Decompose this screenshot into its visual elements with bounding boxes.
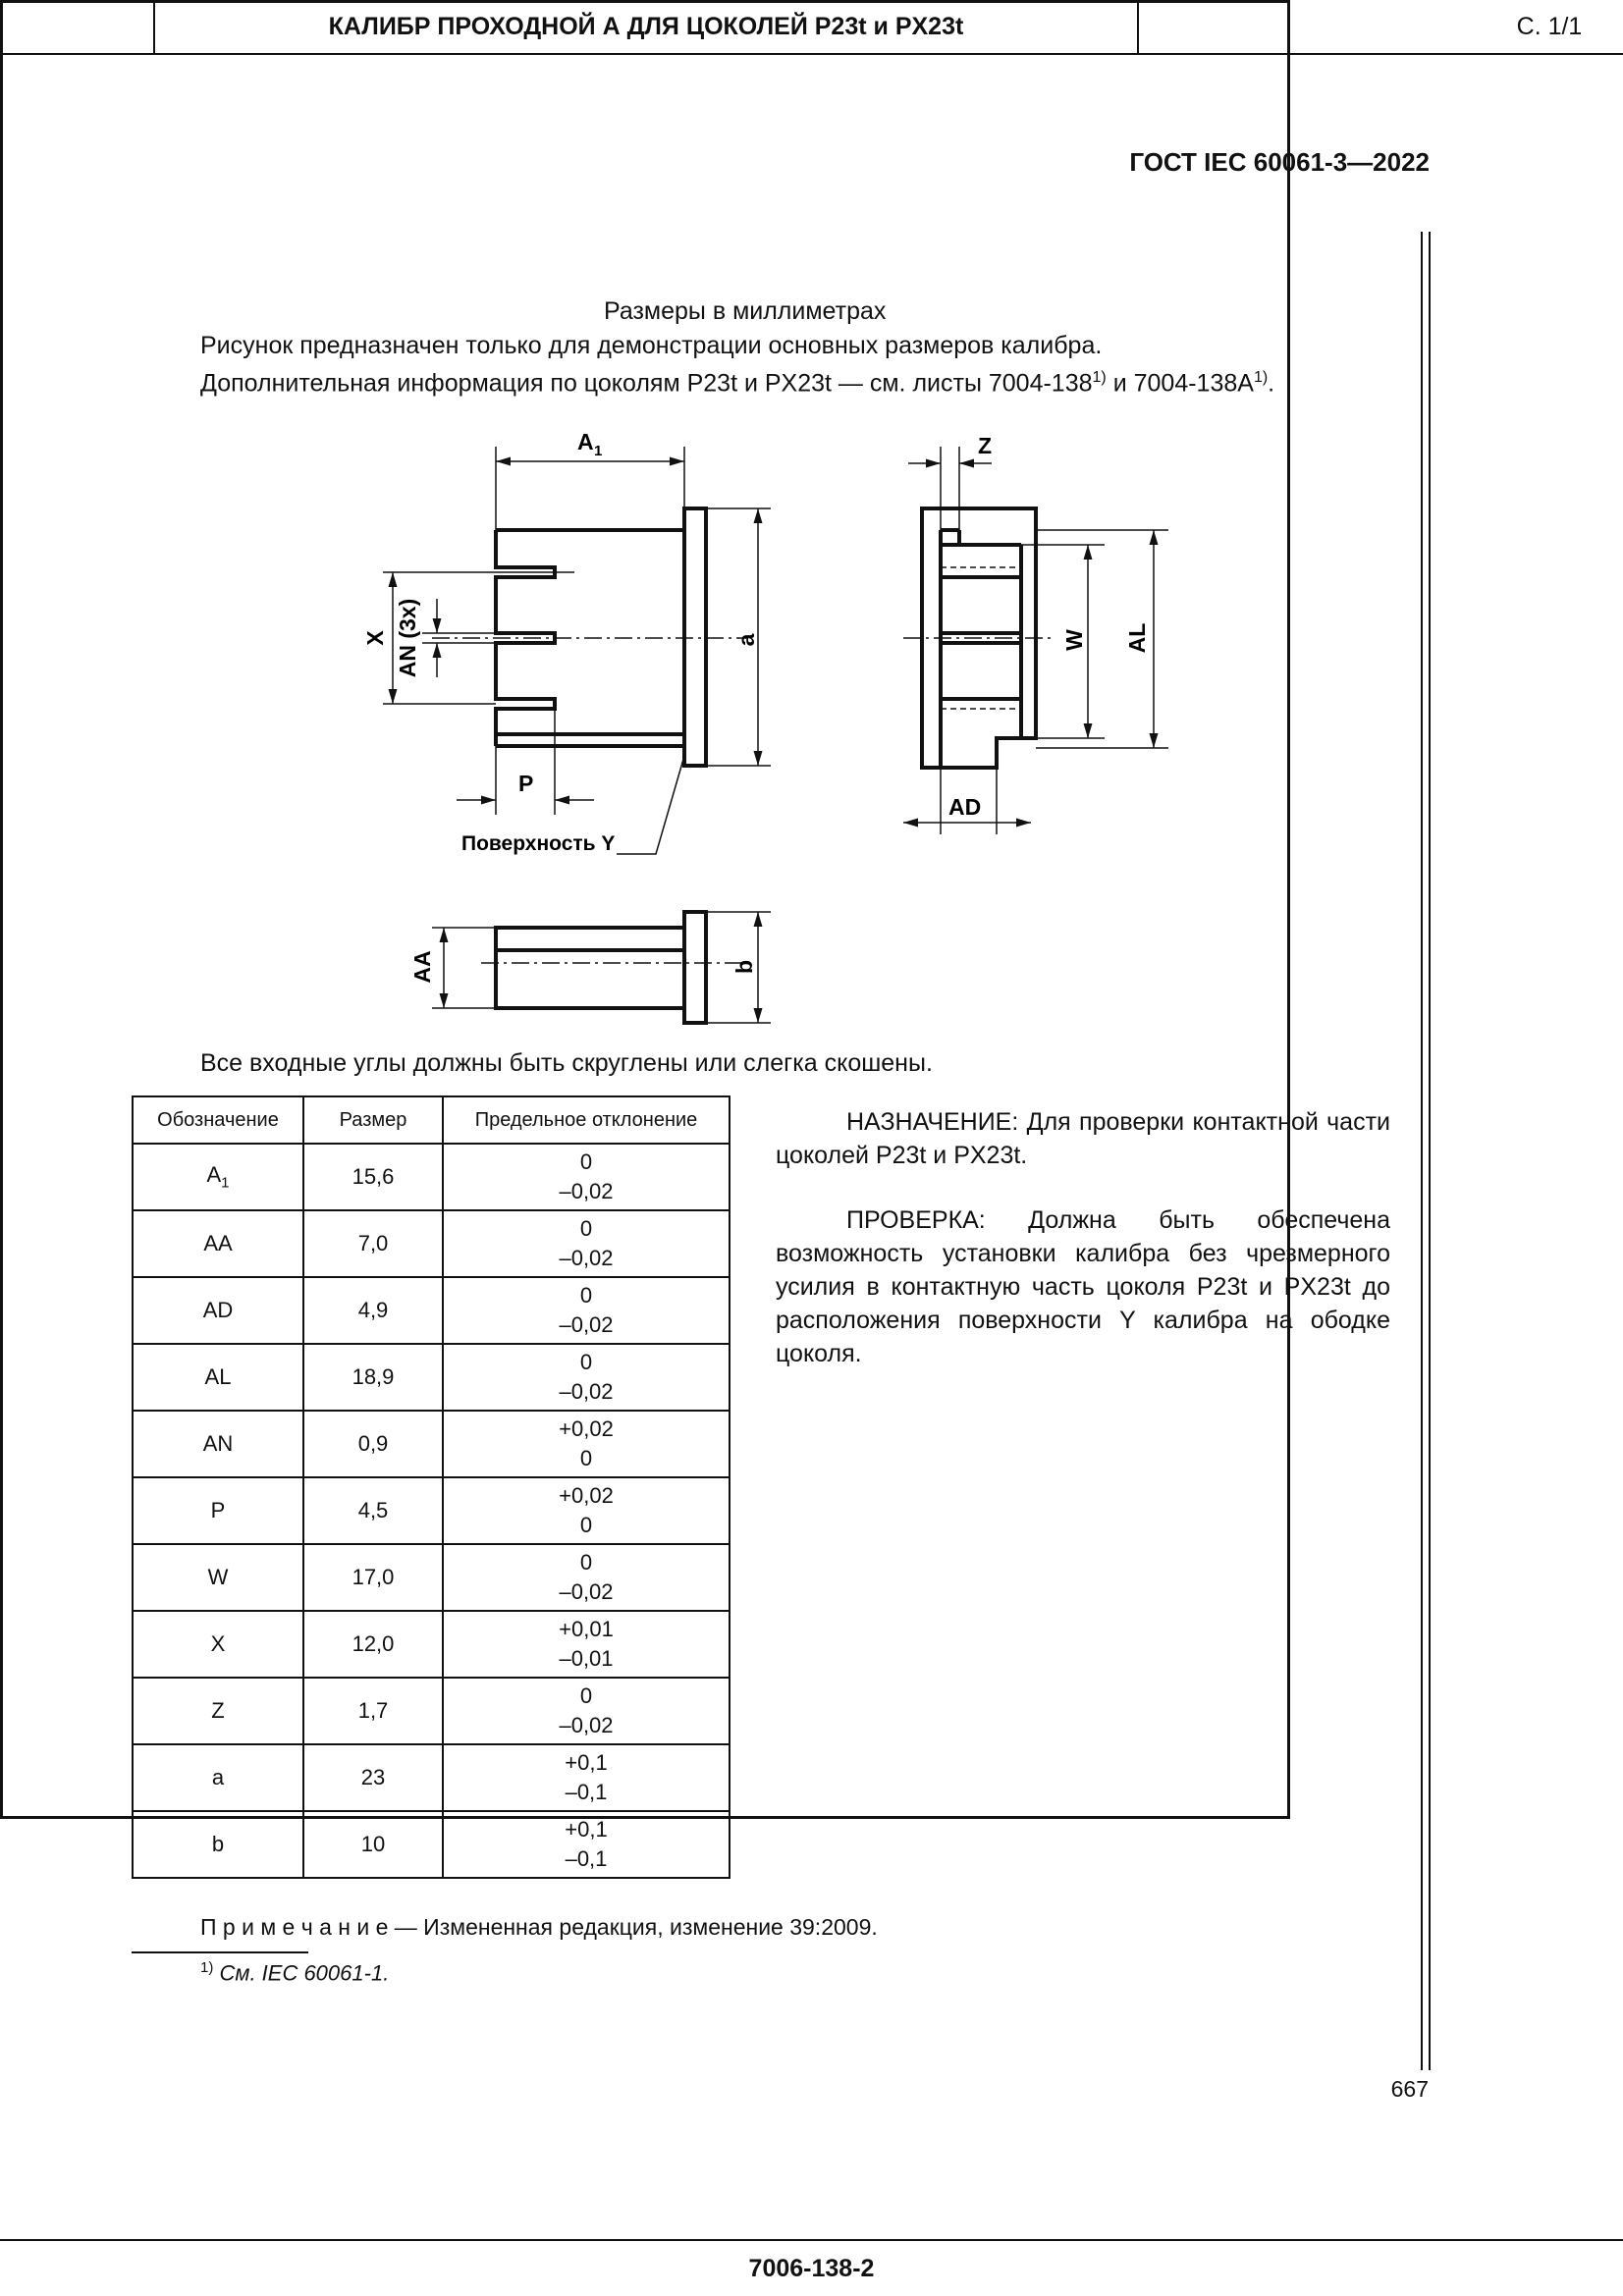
footnote-rule <box>132 1951 308 1953</box>
label-a: a <box>733 633 759 647</box>
cell-tolerance <box>443 1210 730 1277</box>
gauge-drawing <box>0 0 1623 1060</box>
cell-tolerance <box>443 1744 730 1811</box>
tolerance-lower: –0,02 <box>559 1246 614 1270</box>
note-text: — Измененная редакция, изменение 39:2009. <box>388 1914 878 1940</box>
tolerance-upper: +0,1 <box>565 1750 608 1775</box>
cell-size: 18,9 <box>303 1344 443 1411</box>
cell-size: 7,0 <box>303 1210 443 1277</box>
tolerance-lower: 0 <box>579 1513 593 1537</box>
cell-tolerance <box>443 1678 730 1744</box>
cell-designation <box>133 1144 303 1210</box>
footnote-ref-2: 1) <box>1253 369 1269 386</box>
tolerance-lower: 0 <box>579 1446 593 1470</box>
footnote <box>200 1959 389 1986</box>
label-a1-sub: 1 <box>594 443 603 459</box>
label-w: W <box>1061 629 1087 651</box>
cell-designation: W <box>133 1544 303 1611</box>
tolerance-upper: 0 <box>579 1683 593 1708</box>
header-designation: Обозначение <box>133 1096 303 1144</box>
table-row <box>133 1611 730 1678</box>
sheet-title: КАЛИБР ПРОХОДНОЙ А ДЛЯ ЦОКОЛЕЙ P23t и PX23t <box>155 0 1139 53</box>
tolerance-lower: –0,02 <box>559 1713 614 1737</box>
cell-designation: AN <box>133 1411 303 1477</box>
designation-text: A <box>206 1162 222 1188</box>
footnote-ref-1: 1) <box>1092 369 1107 386</box>
cell-size: 4,5 <box>303 1477 443 1544</box>
label-ad: AD <box>948 794 982 820</box>
label-al: AL <box>1124 622 1150 654</box>
corner-note: Все входные углы должны быть скруглены или слегка скошены. <box>200 1049 933 1077</box>
intro-line-2-mid: и 7004-138A <box>1106 369 1254 398</box>
table-row <box>133 1210 730 1277</box>
cell-size: 15,6 <box>303 1144 443 1210</box>
cell-size: 0,9 <box>303 1411 443 1477</box>
sheet-page-ref: С. 1/1 <box>1516 13 1583 40</box>
cell-tolerance <box>443 1811 730 1878</box>
cell-tolerance <box>443 1144 730 1210</box>
cell-size: 4,9 <box>303 1277 443 1344</box>
note-label: П р и м е ч а н и е <box>200 1914 389 1940</box>
side-view-labels <box>948 433 1150 820</box>
label-b: b <box>731 959 757 975</box>
cell-size: 17,0 <box>303 1544 443 1611</box>
table-row <box>133 1678 730 1744</box>
tolerance-lower: –0,1 <box>565 1780 608 1804</box>
header-tolerance: Предельное отклонение <box>443 1096 730 1144</box>
cell-designation: X <box>133 1611 303 1678</box>
label-x: X <box>362 630 388 646</box>
tolerance-upper: +0,02 <box>559 1416 614 1441</box>
tolerance-lower: –0,02 <box>559 1312 614 1337</box>
table-row <box>133 1477 730 1544</box>
dimensions-table <box>132 1095 730 1879</box>
check-paragraph: ПРОВЕРКА: Должна быть обеспечена возможность установки калибра без чрезмерного усилия в контактную часть цоколя P23t и PX23t до расположения поверхности Y калибра на ободке цоколя. <box>776 1206 1390 1367</box>
table-row <box>133 1411 730 1477</box>
standard-designation: ГОСТ IEC 60061-3—2022 <box>1129 147 1430 177</box>
label-p: P <box>518 771 534 796</box>
intro-line-2-end: . <box>1268 369 1275 398</box>
cell-size: 12,0 <box>303 1611 443 1678</box>
label-aa: AA <box>409 950 435 984</box>
tolerance-lower: –0,02 <box>559 1179 614 1203</box>
intro-line-1: Рисунок предназначен только для демонстрации основных размеров калибра. <box>200 332 1103 359</box>
cell-designation: AL <box>133 1344 303 1411</box>
tolerance-lower: –0,02 <box>559 1379 614 1404</box>
cell-designation: AA <box>133 1210 303 1277</box>
table-row <box>133 1344 730 1411</box>
top-view <box>432 912 771 1023</box>
cell-tolerance <box>443 1277 730 1344</box>
tolerance-upper: +0,1 <box>565 1817 608 1842</box>
table-row <box>133 1544 730 1611</box>
cell-tolerance <box>443 1344 730 1411</box>
front-view <box>383 447 771 854</box>
purpose-paragraph: НАЗНАЧЕНИЕ: Для проверки контактной части цоколей P23t и PX23t. <box>776 1108 1390 1169</box>
tolerance-lower: –0,1 <box>565 1846 608 1871</box>
cell-designation: P <box>133 1477 303 1544</box>
page-number: 667 <box>1390 2076 1429 2102</box>
label-a1: A <box>577 429 594 454</box>
footnote-text: См. IEC 60061-1. <box>219 1960 390 1986</box>
cell-size: 10 <box>303 1811 443 1878</box>
cell-tolerance <box>443 1544 730 1611</box>
label-an: AN (3x) <box>395 598 420 678</box>
tolerance-upper: 0 <box>579 1216 593 1241</box>
footnote-mark: 1) <box>200 1959 214 1976</box>
intro-line-2-text: Дополнительная информация по цоколям P23t и PX23t — см. листы 7004-138 <box>200 369 1093 398</box>
cell-size: 23 <box>303 1744 443 1811</box>
label-z: Z <box>978 433 993 458</box>
header-size: Размер <box>303 1096 443 1144</box>
tolerance-upper: +0,02 <box>559 1483 614 1508</box>
tolerance-upper: +0,01 <box>559 1617 614 1641</box>
note <box>200 1910 878 1944</box>
designation-sub: 1 <box>221 1174 230 1192</box>
table-row <box>133 1811 730 1878</box>
cell-tolerance <box>443 1477 730 1544</box>
cell-designation: a <box>133 1744 303 1811</box>
cell-designation: Z <box>133 1678 303 1744</box>
tolerance-upper: 0 <box>579 1350 593 1374</box>
table-row <box>133 1144 730 1210</box>
tolerance-lower: –0,02 <box>559 1579 614 1604</box>
table-row <box>133 1277 730 1344</box>
front-view-labels <box>362 429 759 855</box>
units-note: Размеры в миллиметрах <box>604 297 887 325</box>
cell-designation: b <box>133 1811 303 1878</box>
sheet-number: 7006-138-2 <box>0 2239 1623 2296</box>
tolerance-upper: 0 <box>579 1283 593 1308</box>
tolerance-upper: 0 <box>579 1149 593 1174</box>
table-header-row <box>133 1096 730 1144</box>
tolerance-lower: –0,01 <box>559 1646 614 1671</box>
tolerance-upper: 0 <box>579 1550 593 1575</box>
cell-tolerance <box>443 1611 730 1678</box>
cell-designation: AD <box>133 1277 303 1344</box>
table-row <box>133 1744 730 1811</box>
cell-size: 1,7 <box>303 1678 443 1744</box>
label-surface-y: Поверхность Y <box>461 832 616 855</box>
cell-tolerance <box>443 1411 730 1477</box>
